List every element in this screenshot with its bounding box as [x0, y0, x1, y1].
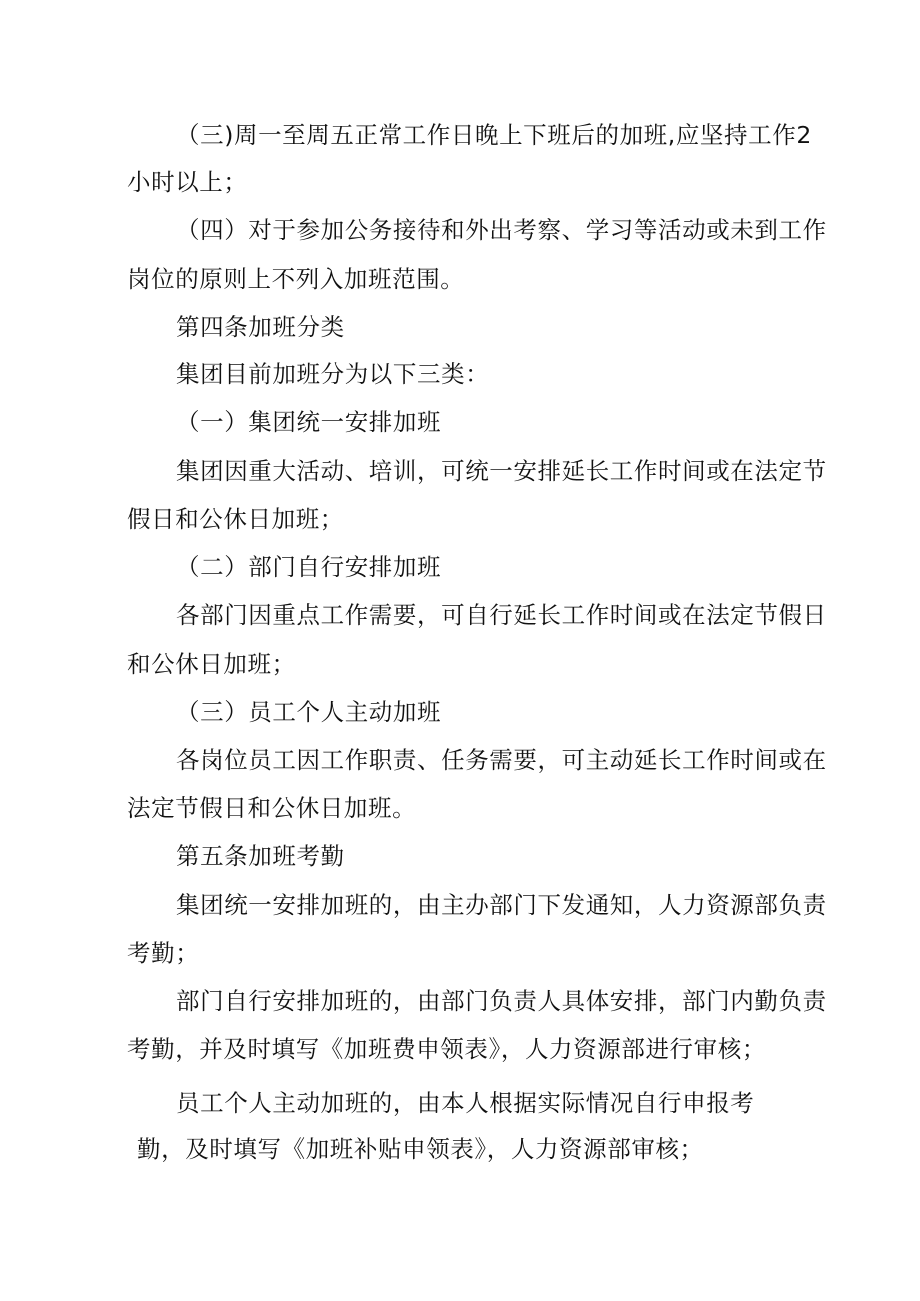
line-clause-4-continued: 岗位的原则上不列入加班范围。 — [127, 265, 465, 293]
subheading-group-arranged: （一）集团统一安排加班 — [176, 408, 442, 436]
line-clause-3-weekday-overtime: （三)周一至周五正常工作日晚上下班后的加班,应坚持工作2 — [176, 121, 812, 149]
line-employee-initiated-desc: 各岗位员工因工作职责、任务需要，可主动延长工作时间或在 — [176, 746, 827, 774]
subheading-employee-initiated: （三）员工个人主动加班 — [176, 698, 442, 726]
line-employee-attendance-continued: 勤，及时填写《加班补贴申领表》，人力资源部审核； — [137, 1135, 704, 1163]
subheading-department-arranged: （二）部门自行安排加班 — [176, 553, 442, 581]
line-group-attendance: 集团统一安排加班的，由主办部门下发通知，人力资源部负责 — [176, 891, 827, 919]
heading-article-4: 第四条加班分类 — [176, 313, 345, 341]
line-department-arranged-desc: 各部门因重点工作需要，可自行延长工作时间或在法定节假日 — [176, 601, 827, 629]
line-clause-3-continued: 小时以上； — [127, 168, 248, 196]
heading-article-5: 第五条加班考勤 — [176, 842, 345, 870]
line-department-arranged-continued: 和公休日加班； — [127, 650, 296, 678]
line-employee-attendance: 员工个人主动加班的，由本人根据实际情况自行申报考 — [176, 1089, 755, 1117]
line-group-attendance-continued: 考勤； — [127, 939, 200, 967]
line-group-arranged-continued: 假日和公休日加班； — [127, 505, 344, 533]
line-three-categories: 集团目前加班分为以下三类： — [176, 360, 490, 388]
line-group-arranged-desc: 集团因重大活动、培训，可统一安排延长工作时间或在法定节 — [176, 457, 827, 485]
line-employee-initiated-continued: 法定节假日和公休日加班。 — [127, 794, 417, 822]
line-department-attendance: 部门自行安排加班的，由部门负责人具体安排，部门内勤负责 — [176, 987, 827, 1015]
line-clause-4-exclusions: （四）对于参加公务接待和外出考察、学习等活动或未到工作 — [176, 216, 827, 244]
line-department-attendance-continued: 考勤，并及时填写《加班费申领表》，人力资源部进行审核； — [127, 1035, 766, 1063]
